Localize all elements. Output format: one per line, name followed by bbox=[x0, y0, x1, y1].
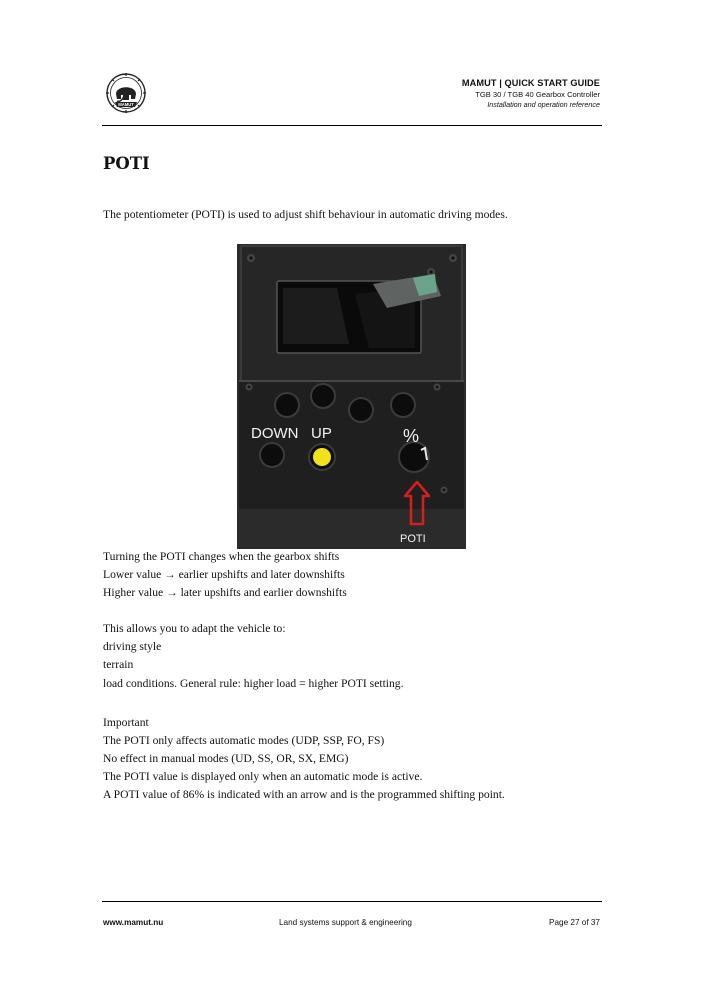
important-heading: Important bbox=[103, 716, 149, 729]
adapt-line-4: load conditions. General rule: higher load = higher POTI setting. bbox=[103, 677, 404, 690]
adapt-line-2: driving style bbox=[103, 640, 162, 653]
footer-page-number: Page 27 of 37 bbox=[549, 918, 600, 927]
intro-paragraph: The potentiometer (POTI) is used to adjust shift behaviour in automatic driving modes. bbox=[103, 208, 508, 221]
footer-website-link[interactable]: www.mamut.nu bbox=[103, 918, 164, 927]
header-divider bbox=[102, 125, 602, 126]
behaviour-line-1: Turning the POTI changes when the gearbox shifts bbox=[103, 550, 340, 563]
page-header bbox=[462, 78, 600, 109]
section-title: POTI bbox=[103, 154, 150, 173]
behaviour-line-2: Lower value → earlier upshifts and later downshifts bbox=[103, 568, 345, 581]
photo-label-percent: % bbox=[403, 426, 420, 446]
important-line-2: No effect in manual modes (UD, SS, OR, SX, EMG) bbox=[103, 752, 349, 765]
mamut-logo bbox=[102, 72, 150, 114]
footer-center-text: Land systems support & engineering bbox=[279, 918, 412, 927]
photo-label-poti: POTI bbox=[400, 533, 426, 545]
poti-knob bbox=[399, 442, 429, 472]
behaviour-line-3: Higher value → later upshifts and earlier downshifts bbox=[103, 586, 347, 599]
logo-text: MAMUT bbox=[118, 102, 134, 107]
adapt-line-3: terrain bbox=[103, 658, 134, 671]
header-title: MAMUT | QUICK START GUIDE bbox=[461, 78, 600, 88]
important-line-4: A POTI value of 86% is indicated with an arrow and is the programmed shifting point. bbox=[103, 788, 505, 801]
header-subtitle: TGB 30 / TGB 40 Gearbox Controller bbox=[475, 90, 600, 99]
important-line-1: The POTI only affects automatic modes (UDP, SSP, FO, FS) bbox=[103, 734, 385, 747]
up-button-light bbox=[313, 448, 331, 466]
footer-divider bbox=[102, 901, 602, 902]
photo-label-up: UP bbox=[311, 425, 332, 442]
photo-label-down: DOWN bbox=[251, 425, 299, 442]
important-line-3: The POTI value is displayed only when an automatic mode is active. bbox=[103, 770, 423, 783]
controller-photo bbox=[237, 244, 466, 549]
header-tagline: Installation and operation reference bbox=[487, 100, 600, 109]
adapt-line-1: This allows you to adapt the vehicle to: bbox=[103, 622, 286, 635]
